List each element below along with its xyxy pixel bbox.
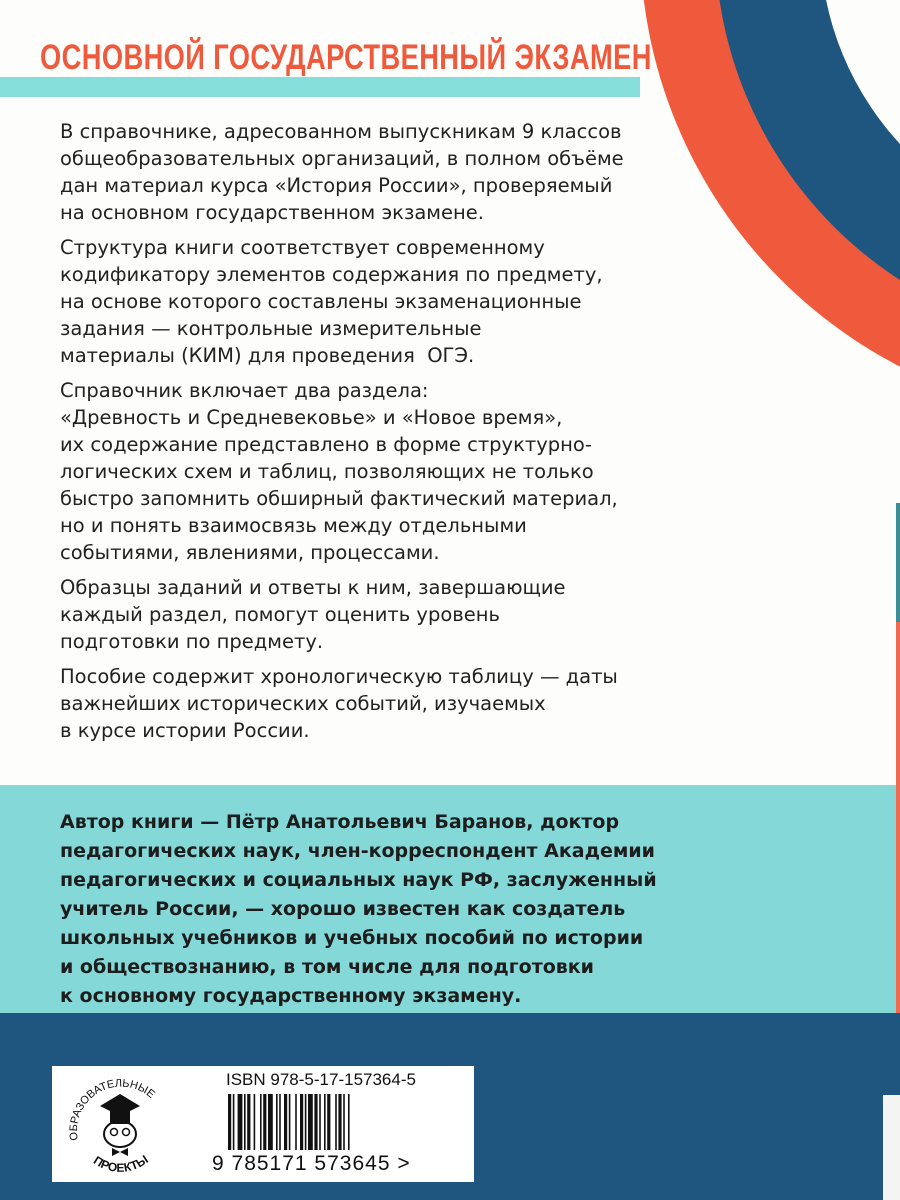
footer-corner xyxy=(883,1095,900,1200)
paragraph: В справочнике, адресованном выпускникам 9 классов общеобразовательных организаций, в полном объёме дан материал курса «История России», проверяемый на основном государственном экзамене. xyxy=(60,120,624,224)
barcode-bar xyxy=(335,1094,337,1150)
barcode-bar xyxy=(268,1094,273,1150)
logo-text-bottom: ПРОЕКТЫ xyxy=(91,1152,151,1175)
barcode-bar xyxy=(314,1094,317,1150)
barcode-bar xyxy=(263,1094,266,1150)
paragraph: Справочник включает два раздела: «Древность и Средневековье» и «Новое время», их содержание представлено в форме структурно- логических схем и таблиц, позволяющих не только быстро запомнить обширный фактический материал, но и понять взаимосвязь между отдельными событиями, явлениями, процессами. xyxy=(60,379,618,564)
isbn-label xyxy=(52,1066,474,1182)
edge-strip-orange xyxy=(896,622,900,1015)
series-title: ОСНОВНОЙ ГОСУДАРСТВЕННЫЙ ЭКЗАМЕН xyxy=(40,38,652,77)
paragraph: Структура книги соответствует современному кодификатору элементов содержания по предмету, на основе которого составлены экзаменационные задания — контрольные измерительные материалы (КИМ) для проведения ОГЭ. xyxy=(60,236,603,367)
barcode-bar xyxy=(295,1094,297,1150)
publisher-logo xyxy=(60,1070,180,1178)
barcode-bar xyxy=(279,1094,281,1150)
barcode-bar xyxy=(348,1094,350,1150)
barcode-bar xyxy=(308,1094,313,1150)
barcode-bar xyxy=(305,1094,307,1150)
barcode-bar xyxy=(228,1094,231,1150)
title-underline-bar xyxy=(0,77,640,97)
logo-text-top: ОБРАЗОВАТЕЛЬНЫЕ xyxy=(67,1077,158,1142)
barcode-bar xyxy=(254,1094,256,1150)
barcode-bar xyxy=(324,1094,326,1150)
svg-text:ПРОЕКТЫ xyxy=(91,1152,151,1175)
author-bio: Автор книги — Пётр Анатольевич Баранов, доктор педагогических наук, член-корреспондент Академии педагогических и социальных наук РФ, заслуженный учитель России, — хорошо известен как создатель школьных учебников и учебных пособий по истории и обществознанию, в том числе для подготовки к основному государственному экзамену. xyxy=(60,811,657,1007)
barcode-bar xyxy=(238,1094,243,1150)
barcode-bar xyxy=(244,1094,246,1150)
barcode-bar xyxy=(343,1094,345,1150)
barcode-bar xyxy=(327,1094,330,1150)
description xyxy=(60,118,820,752)
isbn-text: ISBN 978-5-17-157364-5 xyxy=(226,1070,416,1089)
barcode-bar xyxy=(300,1094,303,1150)
barcode-bar xyxy=(284,1094,287,1150)
paragraph: Образцы заданий и ответы к ним, завершающие каждый раздел, помогут оценить уровень подготовки по предмету. xyxy=(60,576,566,653)
barcode xyxy=(228,1094,448,1152)
cat-icon xyxy=(104,1121,136,1147)
barcode-bar xyxy=(276,1094,278,1150)
barcode-bar xyxy=(247,1094,250,1150)
barcode-bar xyxy=(233,1094,235,1150)
paragraph: Пособие содержит хронологическую таблицу — даты важнейших исторических событий, изучаемых в курсе истории России. xyxy=(60,665,618,742)
edge-strip-teal xyxy=(896,503,900,623)
barcode-bar xyxy=(338,1094,341,1150)
ean-number: 9 785171 573645 > xyxy=(212,1152,411,1175)
barcode-bar xyxy=(319,1094,321,1150)
barcode-bar xyxy=(260,1094,262,1150)
barcode-bar xyxy=(289,1094,291,1150)
